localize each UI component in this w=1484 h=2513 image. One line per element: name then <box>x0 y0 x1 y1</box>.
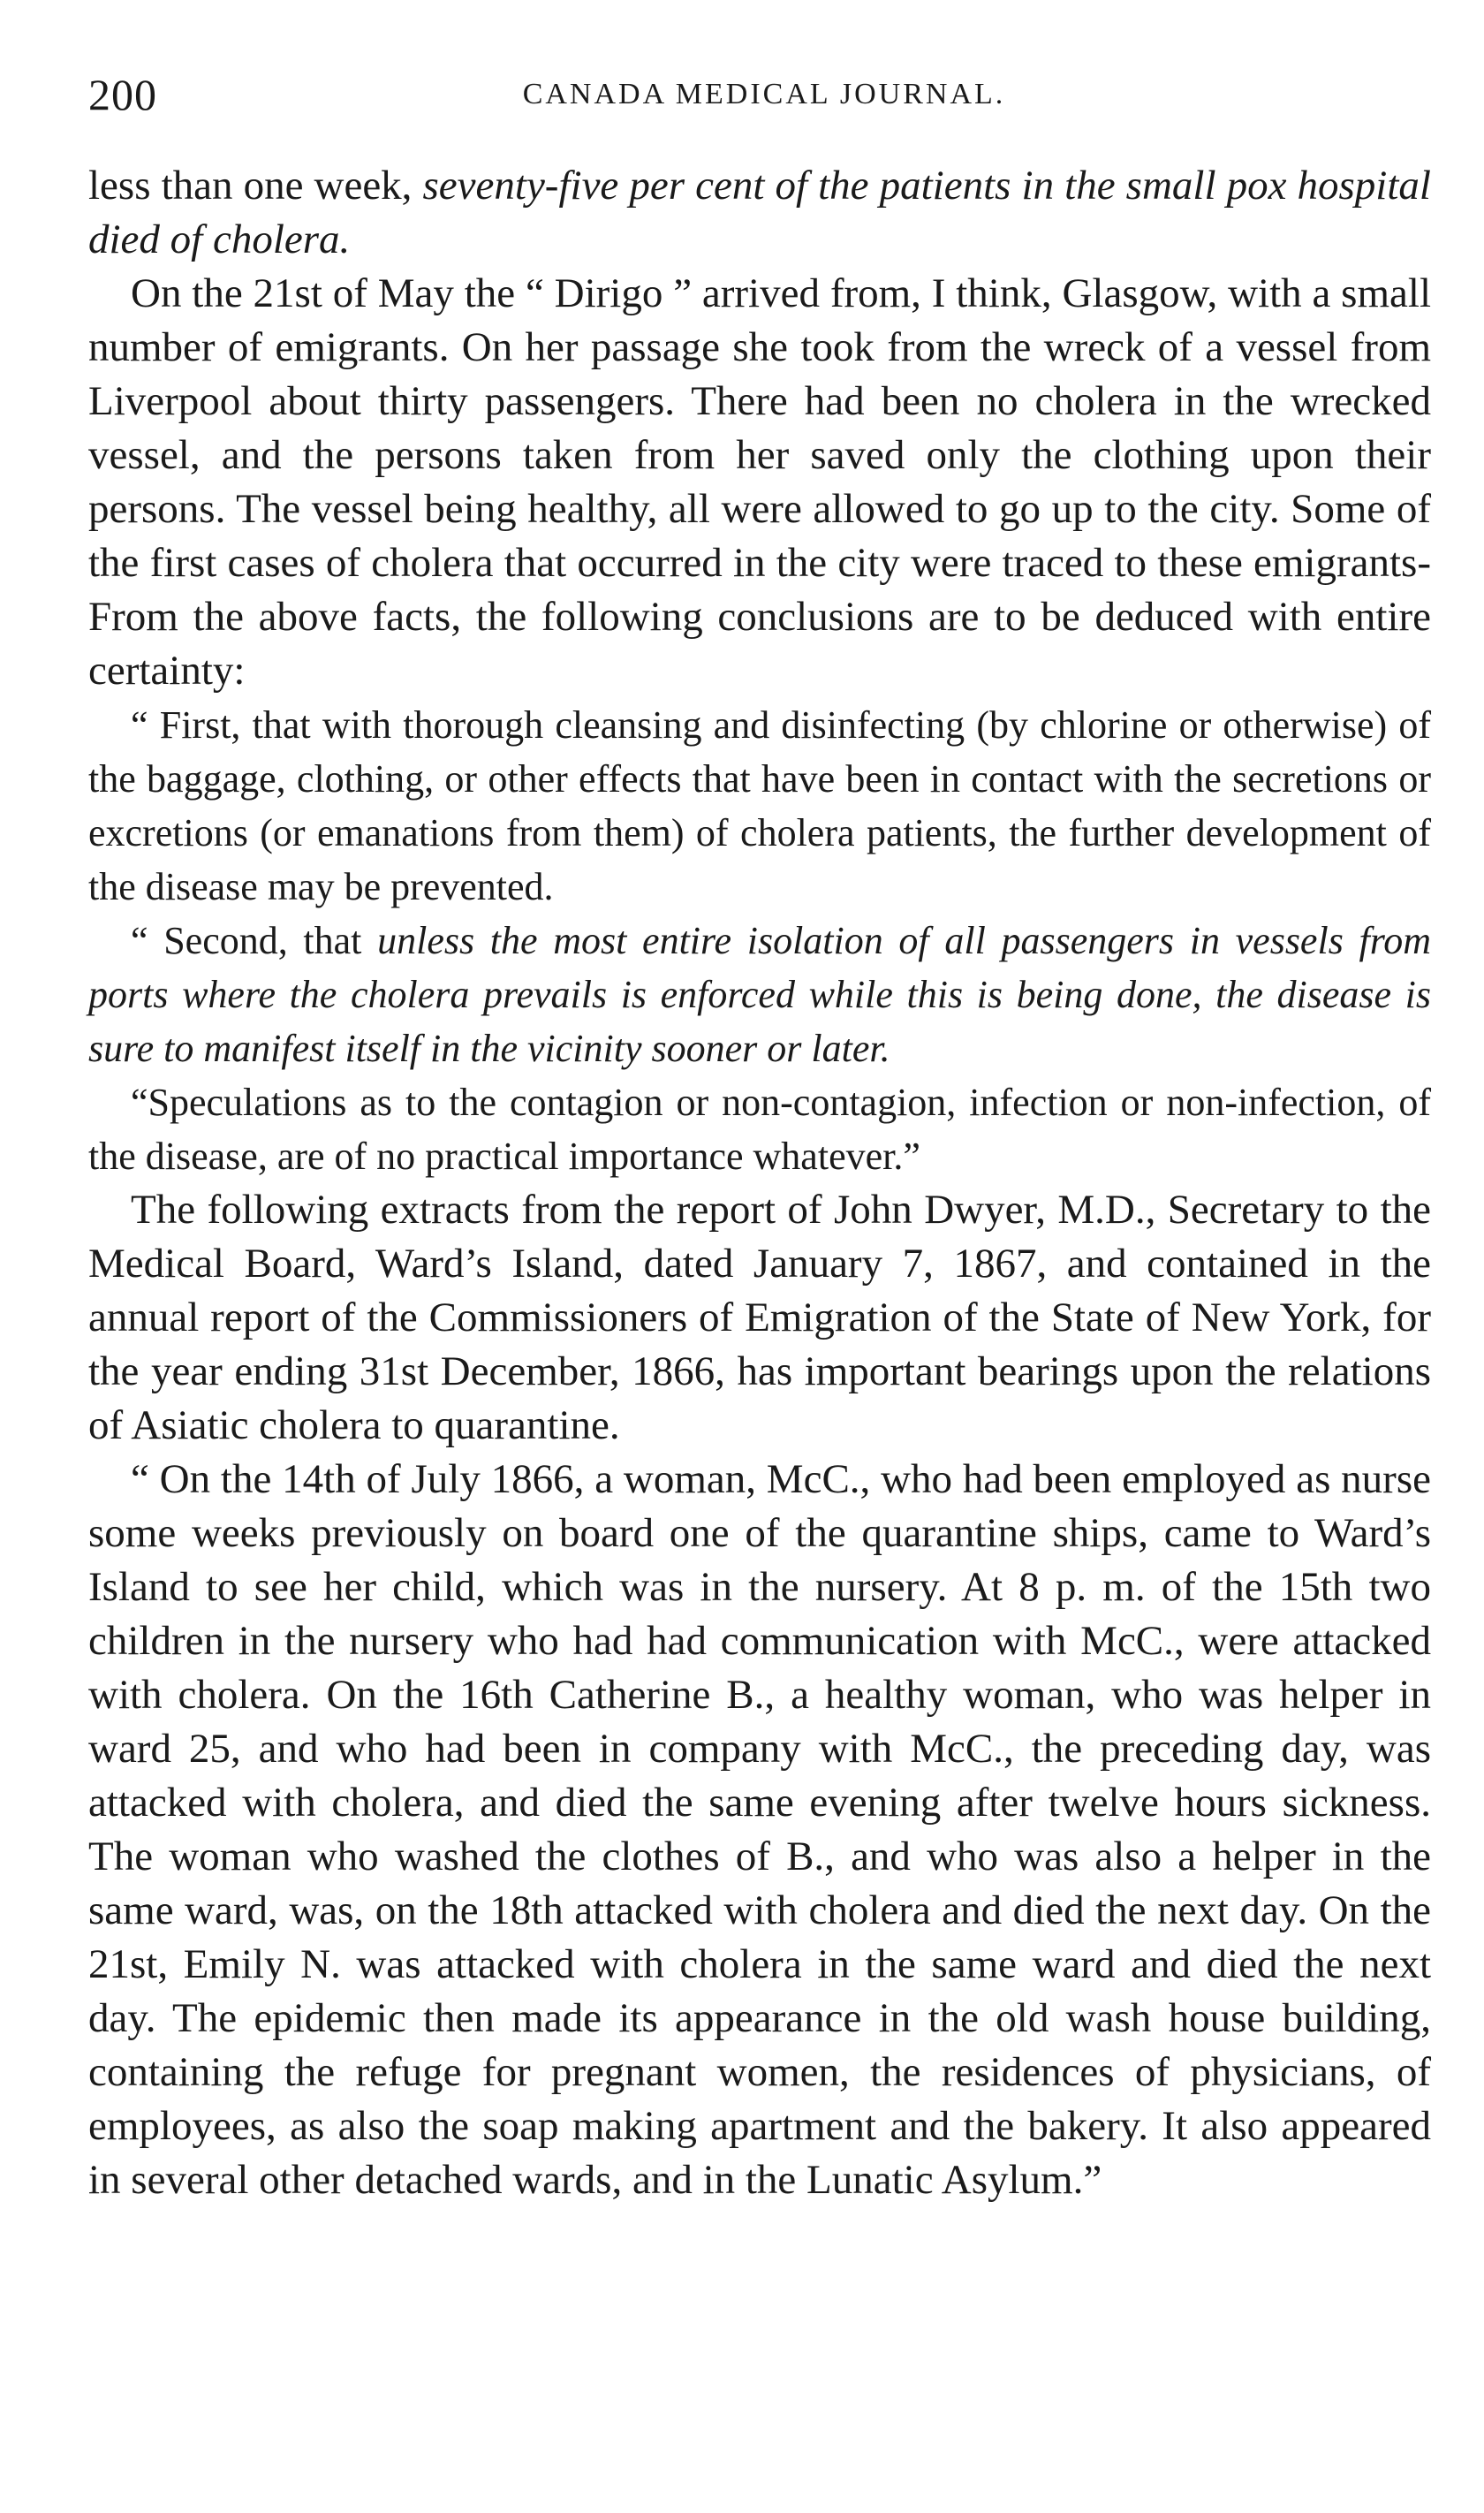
paragraph-second-conclusion <box>88 914 1431 1075</box>
paragraph-emphasis: seventy-five per cent of the patients in the small pox hospital died of cholera. <box>88 163 1431 262</box>
paragraph-text: “Speculations as to the contagion or non-contagion, infection or non-infection, of the disease, are of no practical importance whatever.” <box>88 1081 1431 1178</box>
paragraph-text: “ On the 14th of July 1866, a woman, McC., who had been employed as nurse some weeks previously on board one of the quarantine ships, came to Ward’s Island to see her child, which was in the nursery. At 8 p. m. of the 15th two children in the nursery who had had communication with McC., were attacked with cholera. On the 16th Catherine B., a healthy woman, who was helper in ward 25, and who had been in company with McC., the preceding day, was attacked with cholera, and died the same evening after twelve hours sickness. The woman who washed the clothes of B., and who was also a helper in the same ward, was, on the 18th attacked with cholera and died the next day. On the 21st, Emily N. was attacked with cholera in the same ward and died the next day. The epidemic then made its appearance in the old wash house building, containing the refuge for pregnant women, the residences of physicians, of employees, as also the soap making apartment and the bakery. It also appeared in several other detached wards, and in the Lunatic Asylum.” <box>88 1456 1431 2203</box>
body-text <box>88 159 1431 2207</box>
paragraph-text: less than one week, <box>88 163 423 209</box>
paragraph-wards-island-quote <box>88 1453 1431 2207</box>
paragraph-first-conclusion <box>88 698 1431 914</box>
paragraph-speculations <box>88 1075 1431 1183</box>
paragraph-text: The following extracts from the report of John Dwyer, M.D., Secretary to the Medical Board, Ward’s Island, dated January 7, 1867, and contained in the annual report of the Commissioners of Emigration of the State of New York, for the year ending 31st December, 1866, has important bearings upon the relations of Asiatic cholera to quarantine. <box>88 1187 1431 1448</box>
paragraph-emphasis: unless the most entire isolation of all passengers in vessels from ports where the cholera prevails is enforced while this is being done, the disease is sure to manifest itself in the vicinity sooner or later. <box>88 919 1431 1070</box>
paragraph-continuation <box>88 159 1431 267</box>
page-number: 200 <box>88 70 157 119</box>
paragraph-text: “ Second, that <box>131 919 378 962</box>
paragraph-text: “ First, that with thorough cleansing and disinfecting (by chlorine or otherwise) of the baggage, clothing, or other effects that have been in contact with the secretions or excretions (or emanations from them) of cholera patients, the further development of the disease may be prevented. <box>88 703 1431 908</box>
paragraph-dwyer-report <box>88 1183 1431 1453</box>
paragraph-text: On the 21st of May the “ Dirigo ” arrived from, I think, Glasgow, with a small number of emigrants. On her passage she took from the wreck of a vessel from Liverpool about thirty passengers. There had been no cholera in the wrecked vessel, and the persons taken from her saved only the clothing upon their persons. The vessel being healthy, all were allowed to go up to the city. Some of the first cases of cholera that occurred in the city were traced to these emigrants- From the above facts, the following conclusions are to be deduced with entire certainty: <box>88 270 1431 694</box>
journal-title: CANADA MEDICAL JOURNAL. <box>522 78 1006 110</box>
running-head <box>88 69 1431 122</box>
paragraph-dirigo <box>88 267 1431 698</box>
